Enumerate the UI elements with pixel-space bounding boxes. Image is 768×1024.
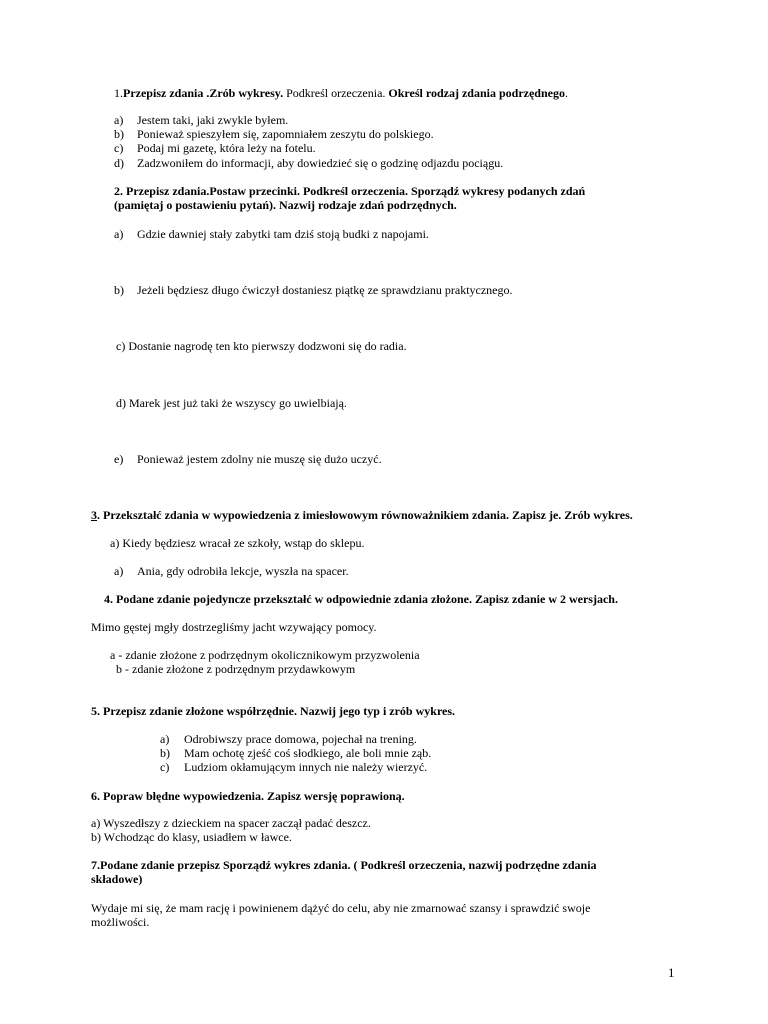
task4-title: 4. Podane zdanie pojedyncze przekształć w odpowiednie zdania złożone. Zapisz zdanie w 2 wersjach. xyxy=(104,592,618,606)
task2-item-b-label: b) xyxy=(114,283,124,297)
task1-number: 1. xyxy=(114,86,123,100)
task2-item-e-label: e) xyxy=(114,452,124,466)
task5-item-b-label: b) xyxy=(160,746,170,760)
task6-item-a: a) Wyszedłszy z dzieckiem na spacer zaczął padać deszcz. xyxy=(91,816,371,830)
task3-item-2-text: Ania, gdy odrobiła lekcje, wyszła na spacer. xyxy=(137,564,349,578)
task1-title-end: . xyxy=(564,86,568,100)
task2-title-line-2: (pamiętaj o postawieniu pytań). Nazwij rodzaje zdań podrzędnych. xyxy=(114,198,457,212)
task5-item-b-text: Mam ochotę zjeść coś słodkiego, ale boli mnie ząb. xyxy=(184,746,432,760)
task5-item-c-text: Ludziom okłamującym innych nie należy wierzyć. xyxy=(184,760,428,774)
task6-item-b: b) Wchodząc do klasy, usiadłem w ławce. xyxy=(91,830,292,844)
task4-item-a: a - zdanie złożone z podrzędnym okolicznikowym przyzwolenia xyxy=(110,648,420,662)
task5-item-c-label: c) xyxy=(160,760,170,774)
task1-item-b-text: Ponieważ spieszyłem się, zapomniałem zeszytu do polskiego. xyxy=(137,127,434,141)
task1-item-d-text: Zadzwoniłem do informacji, aby dowiedzieć się o godzinę odjazdu pociągu. xyxy=(137,156,504,170)
task2-item-b-text: Jeżeli będziesz długo ćwiczył dostaniesz piątkę ze sprawdzianu praktycznego. xyxy=(137,283,513,297)
task3-heading xyxy=(91,508,633,523)
task1-title-normal: Podkreśl orzeczenia. xyxy=(283,86,389,100)
task7-sentence-line-2: możliwości. xyxy=(91,915,150,929)
task3-item-1-text: a) Kiedy będziesz wracał ze szkoły, wstąp do sklepu. xyxy=(110,536,365,550)
task3-item-2-label: a) xyxy=(114,564,124,578)
task4-item-b: b - zdanie złożone z podrzędnym przydawkowym xyxy=(116,662,356,676)
task1-item-c-text: Podaj mi gazetę, która leży na fotelu. xyxy=(137,141,316,155)
task2-item-a-text: Gdzie dawniej stały zabytki tam dziś stoją budki z napojami. xyxy=(137,227,429,241)
task1-heading xyxy=(114,86,568,101)
task2-title-line-1: 2. Przepisz zdania.Postaw przecinki. Podkreśl orzeczenia. Sporządź wykresy podanych zdań xyxy=(114,184,586,198)
task5-title: 5. Przepisz zdanie złożone współrzędnie. Nazwij jego typ i zrób wykres. xyxy=(91,704,456,718)
task5-item-a-text: Odrobiwszy prace domowa, pojechał na trening. xyxy=(184,732,417,746)
task3-number: 3 xyxy=(91,508,97,522)
task1-item-b-label: b) xyxy=(114,127,124,141)
page-number: 1 xyxy=(668,965,675,980)
task7-title-line-2: składowe) xyxy=(91,872,143,886)
task2-item-d-text: d) Marek jest już taki że wszyscy go uwielbiają. xyxy=(116,396,347,410)
task1-title-bold-1: Przepisz zdania .Zrób wykresy. xyxy=(123,86,284,100)
task2-item-c-text: c) Dostanie nagrodę ten kto pierwszy dodzwoni się do radia. xyxy=(116,339,407,353)
task1-item-a-text: Jestem taki, jaki zwykle byłem. xyxy=(137,113,289,127)
task1-item-d-label: d) xyxy=(114,156,124,170)
task6-title: 6. Popraw błędne wypowiedzenia. Zapisz wersję poprawioną. xyxy=(91,789,405,803)
task1-item-c-label: c) xyxy=(114,141,124,155)
task1-title-bold-2: Określ rodzaj zdania podrzędnego xyxy=(388,86,565,100)
task1-item-a-label: a) xyxy=(114,113,124,127)
task3-title: . Przekształć zdania w wypowiedzenia z imiesłowowym równoważnikiem zdania. Zapisz je. Zrób wykres. xyxy=(97,508,633,522)
task2-item-e-text: Ponieważ jestem zdolny nie muszę się dużo uczyć. xyxy=(137,452,382,466)
task7-sentence-line-1: Wydaje mi się, że mam rację i powinienem dążyć do celu, aby nie zmarnować szansy i sprawdzić swoje xyxy=(91,901,591,915)
task2-item-a-label: a) xyxy=(114,227,124,241)
task7-title-line-1: 7.Podane zdanie przepisz Sporządź wykres zdania. ( Podkreśl orzeczenia, nazwij podrzędne zdania xyxy=(91,858,597,872)
task5-item-a-label: a) xyxy=(160,732,170,746)
task4-sentence: Mimo gęstej mgły dostrzegliśmy jacht wzywający pomocy. xyxy=(91,620,377,634)
